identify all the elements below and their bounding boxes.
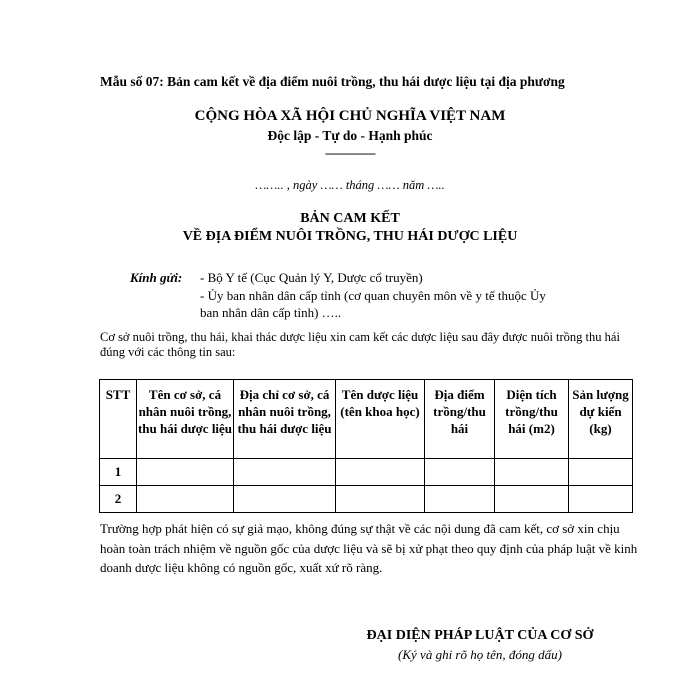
table-cell	[336, 486, 425, 513]
document-title: BẢN CAM KẾT	[300, 211, 400, 226]
table-header-row	[100, 380, 633, 459]
recipient-list	[200, 269, 610, 322]
table-cell	[425, 459, 495, 486]
table-cell	[234, 459, 336, 486]
table-row	[100, 459, 633, 486]
table-cell	[137, 486, 234, 513]
table-cell	[569, 486, 633, 513]
table-cell	[495, 459, 569, 486]
recipient-label: Kính gửi:	[130, 270, 183, 285]
commitment-table-container	[99, 379, 633, 513]
country-name: CỘNG HÒA XÃ HỘI CHỦ NGHĨA VIỆT NAM	[194, 108, 506, 124]
table-cell	[137, 459, 234, 486]
national-motto: Độc lập - Tự do - Hạnh phúc	[267, 128, 433, 143]
table-cell-stt: 1	[100, 459, 137, 486]
table-cell	[569, 459, 633, 486]
table-cell	[336, 459, 425, 486]
intro-paragraph: Cơ sở nuôi trồng, thu hái, khai thác dược liệu xin cam kết các dược liệu sau đây được nuôi trồng thu hái đúng với các thông tin sau:	[100, 330, 620, 359]
signature-note: (Ký và ghi rõ họ tên, đóng dấu)	[398, 647, 562, 662]
commitment-table	[99, 379, 633, 513]
column-header: STT	[100, 380, 137, 459]
table-cell-stt: 2	[100, 486, 137, 513]
table-cell	[425, 486, 495, 513]
table-cell	[495, 486, 569, 513]
signature-title: ĐẠI DIỆN PHÁP LUẬT CỦA CƠ SỞ	[366, 628, 594, 643]
column-header: Tên cơ sở, cá nhân nuôi trồng, thu hái dược liệu	[137, 380, 234, 459]
table-cell	[234, 486, 336, 513]
column-header: Tên dược liệu (tên khoa học)	[336, 380, 425, 459]
recipient-line: ban nhân dân cấp tỉnh) …..	[200, 305, 342, 320]
recipient-line: - Ủy ban nhân dân cấp tỉnh (cơ quan chuyên môn về y tế thuộc Ủy	[200, 287, 546, 303]
date-line: …….. , ngày …… tháng …… năm …..	[255, 178, 445, 192]
recipient-line: - Bộ Y tế (Cục Quản lý Y, Dược cổ truyền)	[200, 270, 423, 285]
column-header: Địa chỉ cơ sở, cá nhân nuôi trồng, thu hái dược liệu	[234, 380, 336, 459]
closing-paragraph: Trường hợp phát hiện có sự giả mạo, không đúng sự thật về các nội dung đã cam kết, cơ sở xin chịu hoàn toàn trách nhiệm về nguồn gốc của dược liệu và sẽ bị xử phạt theo quy định của pháp luật về kinh doanh dược liệu không có nguồn gốc, xuất xứ rõ ràng.	[100, 521, 638, 575]
column-header: Sản lượng dự kiến (kg)	[569, 380, 633, 459]
column-header: Diện tích trồng/thu hái (m2)	[495, 380, 569, 459]
table-row	[100, 486, 633, 513]
column-header: Địa điểm trồng/thu hái	[425, 380, 495, 459]
motto-divider: ---------------	[325, 145, 375, 160]
form-number-heading: Mẫu số 07: Bản cam kết về địa điểm nuôi trồng, thu hái dược liệu tại địa phương	[100, 74, 565, 89]
document-subtitle: VỀ ĐỊA ĐIỂM NUÔI TRỒNG, THU HÁI DƯỢC LIỆU	[182, 229, 518, 244]
